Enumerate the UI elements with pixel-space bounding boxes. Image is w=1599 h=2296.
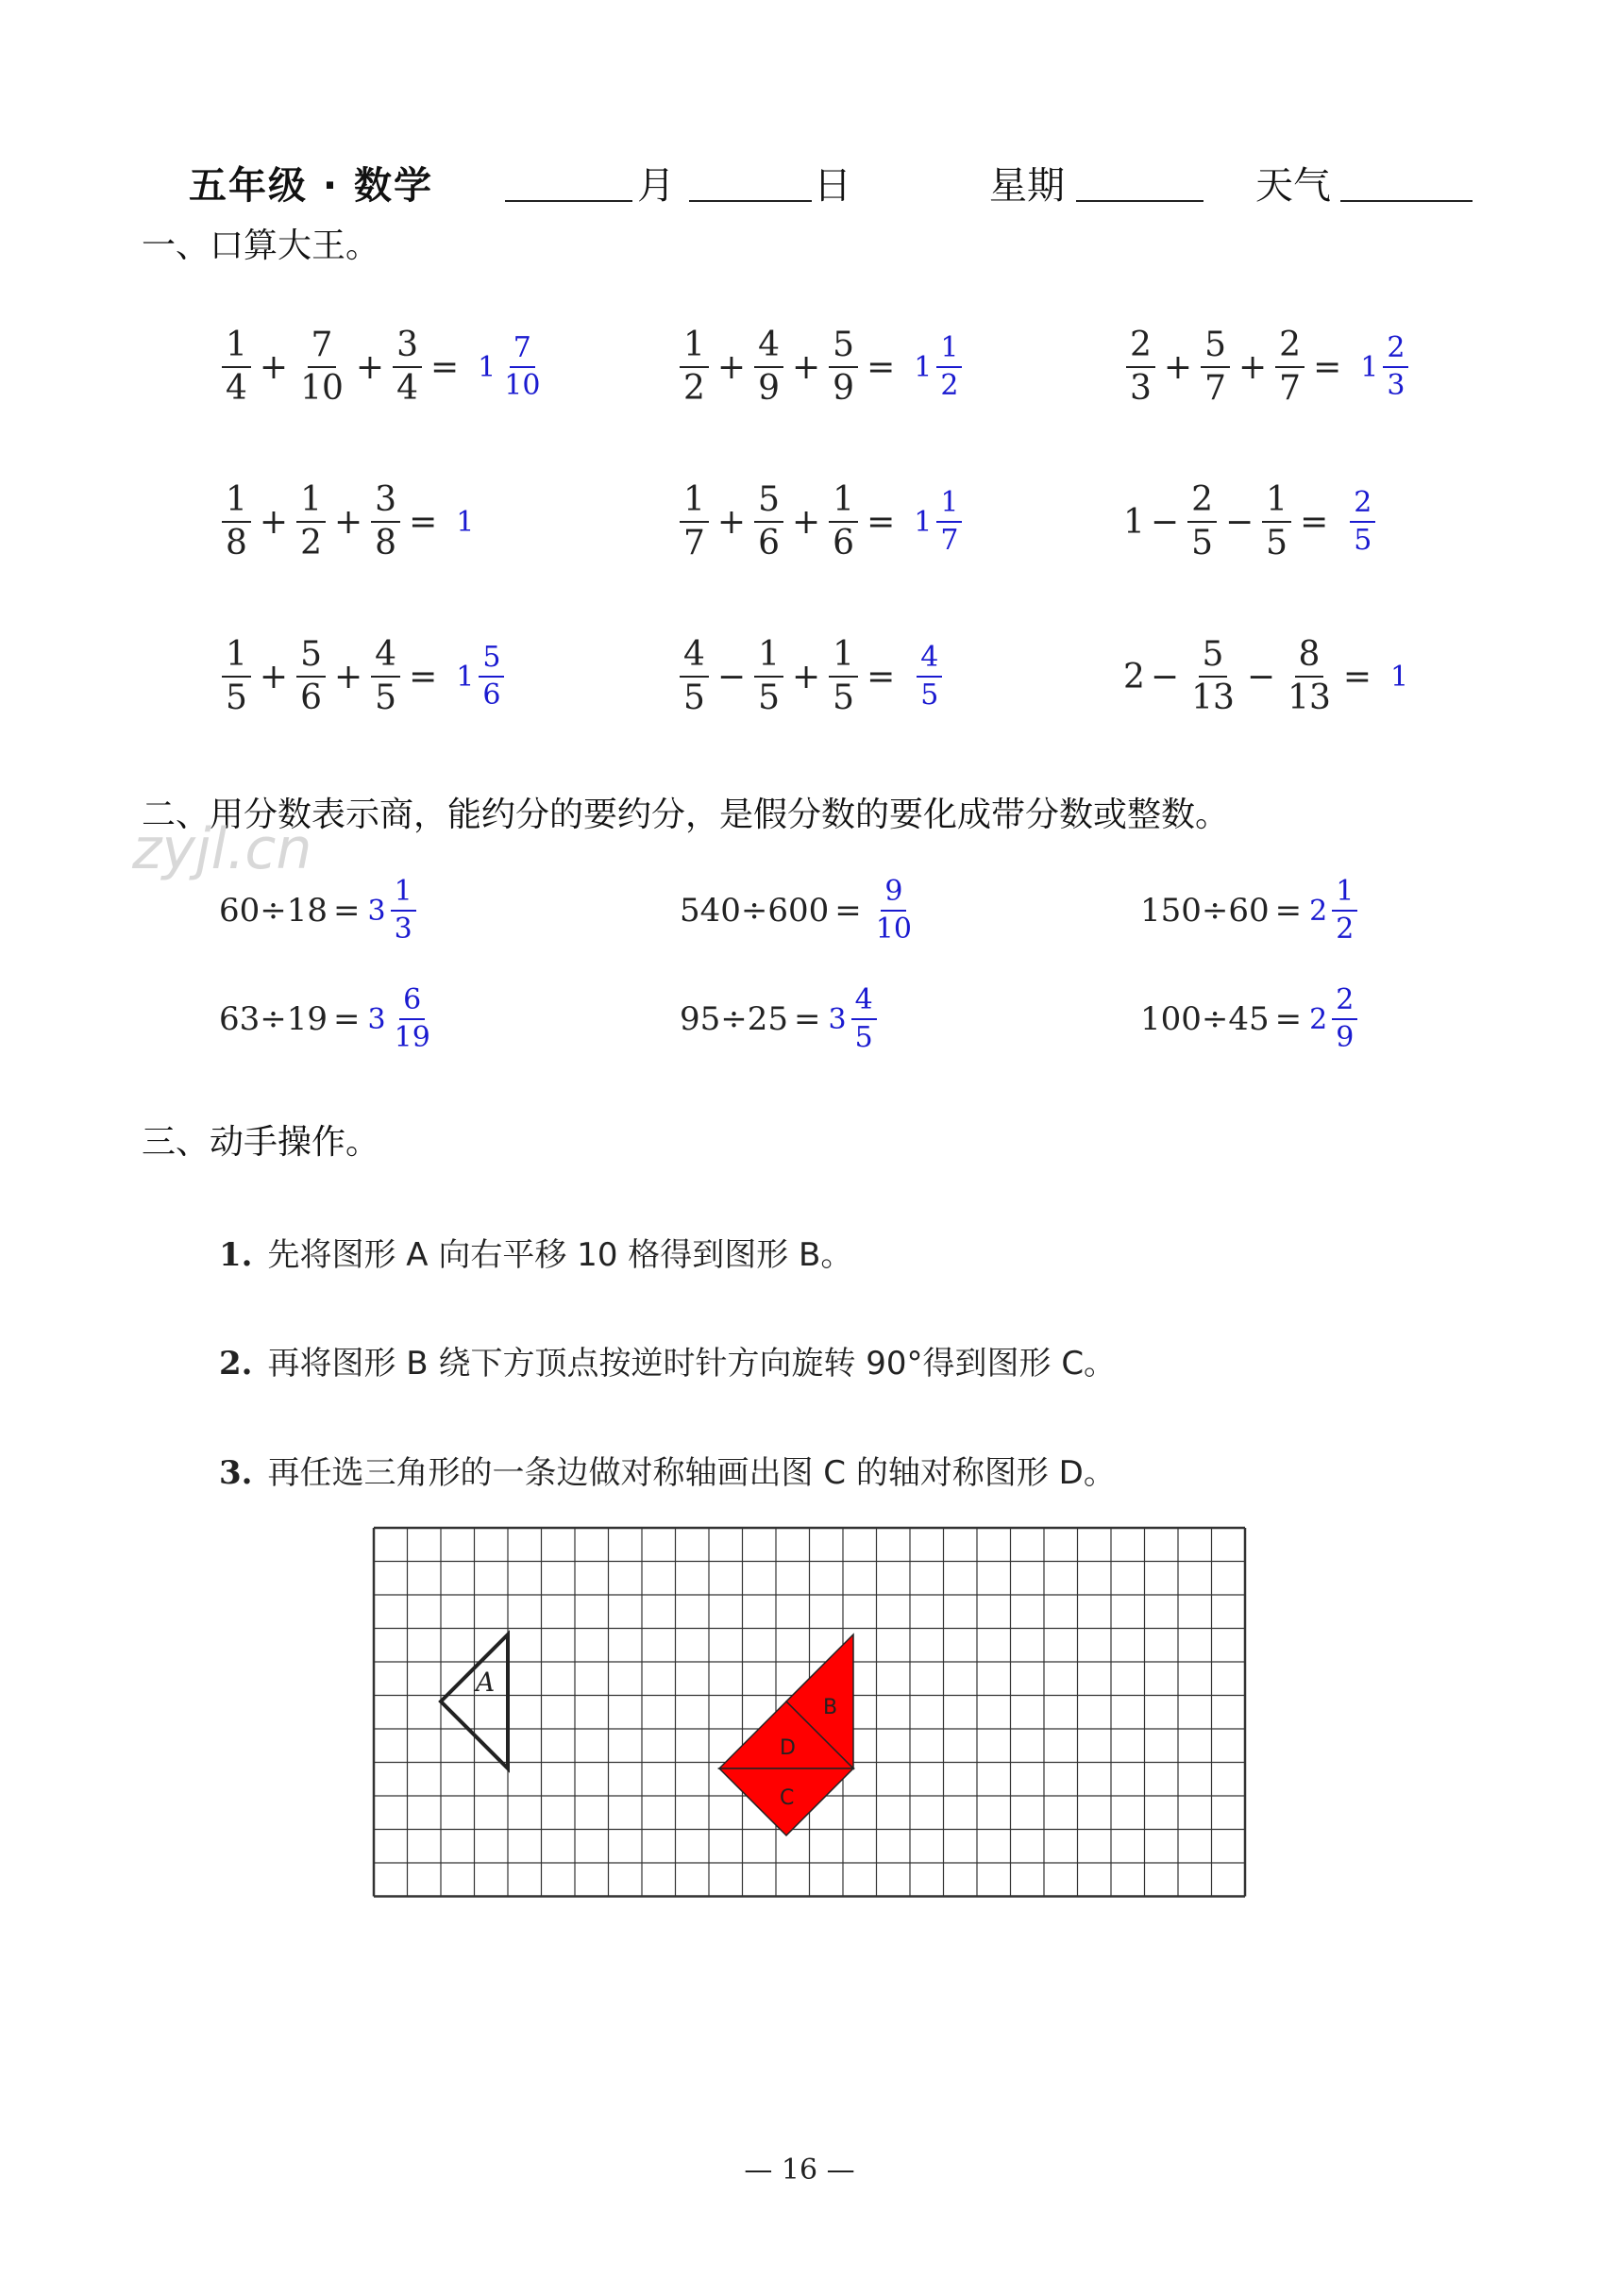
equals-sign: = xyxy=(333,1000,361,1038)
fraction-numerator: 3 xyxy=(393,328,422,368)
fraction-denominator: 4 xyxy=(226,369,247,408)
fraction-numerator: 5 xyxy=(1201,328,1230,368)
answer xyxy=(367,983,437,1054)
operator: + xyxy=(333,502,363,542)
task-2-number: 2. xyxy=(219,1345,253,1383)
fraction-numerator: 7 xyxy=(308,328,337,368)
equals-sign: = xyxy=(409,657,438,696)
answer xyxy=(456,506,476,539)
fraction-denominator: 8 xyxy=(226,524,247,562)
label-c: C xyxy=(780,1786,795,1810)
fraction-denominator: 7 xyxy=(1279,369,1302,408)
answer xyxy=(456,641,507,712)
fraction xyxy=(296,328,347,406)
division-problem-5 xyxy=(680,983,880,1054)
page-number: — 16 — xyxy=(744,2154,855,2187)
mental-problem-5 xyxy=(677,480,965,562)
fraction-denominator: 7 xyxy=(683,524,705,562)
fraction xyxy=(1187,480,1217,562)
worksheet-title: 五年级 · 数学 xyxy=(189,164,434,208)
fraction xyxy=(680,480,709,562)
answer-fraction-numerator: 5 xyxy=(479,644,504,678)
division-expression: 100÷45 xyxy=(1140,1000,1270,1038)
answer-fraction-denominator: 10 xyxy=(875,913,912,946)
fraction-denominator: 13 xyxy=(1191,679,1235,717)
fraction xyxy=(754,480,783,562)
fraction-denominator: 9 xyxy=(758,369,780,408)
operator: + xyxy=(1163,347,1193,387)
division-expression: 63÷19 xyxy=(219,1000,328,1038)
answer-fraction xyxy=(479,641,504,712)
answer-fraction xyxy=(1332,983,1357,1054)
fraction-denominator: 8 xyxy=(375,524,397,562)
task-2 xyxy=(219,1337,1116,1383)
weekday-label: 星期 xyxy=(989,164,1065,208)
equals-sign: = xyxy=(867,347,896,387)
equals-sign: = xyxy=(1300,502,1329,542)
fraction-denominator: 2 xyxy=(683,369,705,408)
answer-fraction-denominator: 7 xyxy=(940,524,959,557)
answer-whole: 1 xyxy=(456,660,475,694)
mental-problem-9 xyxy=(1123,635,1410,717)
weather-label: 天气 xyxy=(1255,164,1331,208)
fraction-numerator: 1 xyxy=(680,328,709,368)
answer-fraction-denominator: 2 xyxy=(940,369,959,402)
fraction-denominator: 3 xyxy=(1130,369,1152,408)
operator: + xyxy=(791,657,821,696)
answer-whole: 1 xyxy=(456,505,475,539)
fraction-denominator: 5 xyxy=(1266,524,1288,562)
answer-fraction xyxy=(391,875,416,946)
fraction-numerator: 5 xyxy=(296,638,326,678)
answer-fraction-numerator: 1 xyxy=(1332,878,1357,912)
fraction-numerator: 8 xyxy=(1295,638,1324,678)
fraction xyxy=(754,635,783,717)
label-a: A xyxy=(476,1667,496,1698)
task-3-number: 3. xyxy=(219,1454,253,1492)
answer-fraction-numerator: 2 xyxy=(1350,489,1375,523)
answer xyxy=(1309,875,1360,946)
fraction-denominator: 5 xyxy=(375,679,397,717)
fraction-numerator: 4 xyxy=(371,638,400,678)
task-1 xyxy=(219,1229,852,1275)
answer-fraction-numerator: 1 xyxy=(936,334,962,368)
answer xyxy=(478,331,547,402)
answer-fraction xyxy=(1383,331,1408,402)
task-1-number: 1. xyxy=(219,1236,253,1274)
answer-fraction xyxy=(872,875,916,946)
equals-sign: = xyxy=(409,502,438,542)
answer-whole: 1 xyxy=(1360,350,1379,384)
division-problem-4 xyxy=(219,983,437,1054)
fraction xyxy=(371,635,400,717)
answer-whole: 2 xyxy=(1309,894,1328,928)
operator: + xyxy=(259,502,289,542)
equals-sign: = xyxy=(333,892,361,930)
operator: + xyxy=(259,657,289,696)
fraction-numerator: 2 xyxy=(1275,328,1304,368)
day-label: 日 xyxy=(814,164,851,208)
answer-fraction-denominator: 19 xyxy=(394,1021,430,1054)
fraction-denominator: 6 xyxy=(758,524,780,562)
fraction-numerator: 1 xyxy=(680,483,709,523)
answer-fraction-denominator: 3 xyxy=(394,913,412,946)
label-b: B xyxy=(823,1696,838,1719)
equals-sign: = xyxy=(1313,347,1342,387)
fraction-numerator: 1 xyxy=(1262,483,1291,523)
answer-fraction-numerator: 6 xyxy=(399,986,425,1020)
division-expression: 540÷600 xyxy=(680,892,830,930)
fraction xyxy=(1187,635,1238,717)
answer-fraction-numerator: 1 xyxy=(391,878,416,912)
mental-problem-8 xyxy=(677,635,945,717)
answer-fraction-numerator: 7 xyxy=(510,334,535,368)
fraction xyxy=(829,635,858,717)
operator: + xyxy=(791,502,821,542)
task-2-text: 再将图形 B 绕下方顶点按逆时针方向旋转 90°得到图形 C。 xyxy=(267,1345,1117,1383)
operator: + xyxy=(333,657,363,696)
equals-sign: = xyxy=(794,1000,821,1038)
answer-fraction xyxy=(936,331,962,402)
fraction xyxy=(1201,328,1230,406)
fraction-numerator: 4 xyxy=(680,638,709,678)
division-problem-2 xyxy=(680,875,918,946)
section3-title: 三、动手操作。 xyxy=(142,1123,380,1162)
operator: + xyxy=(355,347,385,387)
operator: − xyxy=(716,657,747,696)
fraction xyxy=(1284,635,1335,717)
fraction-denominator: 7 xyxy=(1204,369,1226,408)
answer xyxy=(367,875,419,946)
operator: − xyxy=(1224,502,1254,542)
answer-fraction-numerator: 4 xyxy=(851,986,877,1020)
answer-fraction-denominator: 2 xyxy=(1336,913,1355,946)
fraction-numerator: 5 xyxy=(829,328,858,368)
answer-fraction xyxy=(391,983,434,1054)
fraction xyxy=(1262,480,1291,562)
task-3 xyxy=(219,1447,1116,1493)
division-expression: 60÷18 xyxy=(219,892,328,930)
month-blank[interactable] xyxy=(505,200,632,202)
answer xyxy=(869,875,918,946)
fraction-numerator: 1 xyxy=(222,328,251,368)
fraction-denominator: 2 xyxy=(300,524,322,562)
weekday-blank[interactable] xyxy=(1076,200,1203,202)
answer-fraction-denominator: 3 xyxy=(1387,369,1405,402)
answer-fraction xyxy=(1350,486,1375,557)
fraction-denominator: 4 xyxy=(396,369,418,408)
answer-fraction-denominator: 6 xyxy=(482,679,501,712)
answer xyxy=(914,486,965,557)
operator: + xyxy=(791,347,821,387)
fraction-numerator: 1 xyxy=(754,638,783,678)
fraction xyxy=(829,328,858,406)
equals-sign: = xyxy=(1342,657,1372,696)
fraction-numerator: 5 xyxy=(754,483,783,523)
answer xyxy=(914,331,965,402)
fraction-denominator: 5 xyxy=(683,679,705,717)
square-grid[interactable] xyxy=(370,1524,1267,1920)
answer xyxy=(1390,661,1410,694)
section2-title: 二、用分数表示商，能约分的要约分，是假分数的要化成带分数或整数。 xyxy=(142,796,1230,834)
answer-fraction-denominator: 5 xyxy=(1354,524,1372,557)
fraction-numerator: 1 xyxy=(222,483,251,523)
answer-fraction xyxy=(917,641,942,712)
fraction-denominator: 6 xyxy=(833,524,855,562)
division-expression: 95÷25 xyxy=(680,1000,789,1038)
answer-whole: 1 xyxy=(1390,660,1409,694)
label-d: D xyxy=(780,1736,796,1760)
task-1-text: 先将图形 A 向右平移 10 格得到图形 B。 xyxy=(267,1236,853,1274)
answer-fraction-numerator: 1 xyxy=(936,489,962,523)
mental-problem-7 xyxy=(219,635,507,717)
answer-fraction-numerator: 2 xyxy=(1332,986,1357,1020)
answer-fraction-denominator: 5 xyxy=(854,1021,873,1054)
answer xyxy=(1360,331,1411,402)
equals-sign: = xyxy=(1274,1000,1303,1038)
answer-fraction xyxy=(851,983,877,1054)
fraction-numerator: 2 xyxy=(1126,328,1155,368)
integer: 1 xyxy=(1123,502,1145,542)
fraction-denominator: 5 xyxy=(1191,524,1213,562)
mental-problem-4 xyxy=(219,480,476,562)
fraction-denominator: 6 xyxy=(300,679,322,717)
answer-fraction xyxy=(936,486,962,557)
fraction xyxy=(829,480,858,562)
answer-whole: 2 xyxy=(1309,1002,1328,1036)
answer-fraction-denominator: 9 xyxy=(1336,1021,1355,1054)
answer-fraction-numerator: 2 xyxy=(1383,334,1408,368)
fraction xyxy=(371,480,400,562)
answer-whole: 3 xyxy=(828,1002,847,1036)
answer xyxy=(1347,486,1378,557)
operator: − xyxy=(1150,657,1180,696)
answer-whole: 3 xyxy=(367,1002,386,1036)
answer-whole: 3 xyxy=(367,894,386,928)
equals-sign: = xyxy=(867,657,896,696)
fraction-numerator: 2 xyxy=(1187,483,1217,523)
operator: + xyxy=(1237,347,1268,387)
equals-sign: = xyxy=(429,347,460,387)
answer-whole: 1 xyxy=(914,505,933,539)
fraction-denominator: 5 xyxy=(226,679,247,717)
equals-sign: = xyxy=(834,892,862,930)
answer-fraction-numerator: 4 xyxy=(917,644,942,678)
fraction-numerator: 1 xyxy=(829,483,858,523)
fraction-numerator: 5 xyxy=(1199,638,1228,678)
equals-sign: = xyxy=(1274,892,1303,930)
operator: − xyxy=(1150,502,1180,542)
fraction xyxy=(296,635,326,717)
answer xyxy=(1309,983,1360,1054)
division-problem-1 xyxy=(219,875,419,946)
fraction xyxy=(1126,328,1155,406)
operator: + xyxy=(259,347,289,387)
fraction-denominator: 10 xyxy=(300,369,344,408)
fraction-numerator: 1 xyxy=(829,638,858,678)
fraction-numerator: 1 xyxy=(222,638,251,678)
fraction-denominator: 9 xyxy=(833,369,855,408)
mental-problem-3 xyxy=(1123,328,1411,406)
answer-whole: 1 xyxy=(478,350,497,384)
mental-problem-1 xyxy=(219,328,547,406)
mental-problem-6 xyxy=(1123,480,1378,562)
fraction xyxy=(393,328,422,406)
answer-fraction-numerator: 9 xyxy=(881,878,906,912)
answer-whole: 1 xyxy=(914,350,933,384)
task-3-text: 再任选三角形的一条边做对称轴画出图 C 的轴对称图形 D。 xyxy=(267,1454,1116,1492)
fraction-denominator: 5 xyxy=(833,679,855,717)
fraction xyxy=(754,328,783,406)
integer: 2 xyxy=(1123,657,1145,696)
section1-title: 一、口算大王。 xyxy=(142,226,380,265)
answer-fraction xyxy=(500,331,544,402)
fraction-denominator: 13 xyxy=(1288,679,1331,717)
fraction-numerator: 3 xyxy=(371,483,400,523)
answer xyxy=(828,983,880,1054)
fraction xyxy=(680,328,709,406)
day-blank[interactable] xyxy=(689,200,812,202)
fraction xyxy=(680,635,709,717)
operator: + xyxy=(716,347,747,387)
mental-problem-2 xyxy=(677,328,965,406)
fraction xyxy=(222,635,251,717)
equals-sign: = xyxy=(867,502,896,542)
fraction xyxy=(296,480,326,562)
answer-fraction-denominator: 10 xyxy=(504,369,541,402)
division-problem-6 xyxy=(1140,983,1360,1054)
fraction xyxy=(222,328,251,406)
answer-fraction-denominator: 5 xyxy=(920,679,939,712)
fraction xyxy=(222,480,251,562)
answer-fraction xyxy=(1332,875,1357,946)
division-expression: 150÷60 xyxy=(1140,892,1270,930)
fraction-numerator: 1 xyxy=(296,483,326,523)
weather-blank[interactable] xyxy=(1340,200,1473,202)
fraction xyxy=(1275,328,1304,406)
answer xyxy=(914,641,945,712)
month-label: 月 xyxy=(637,164,675,208)
operator: − xyxy=(1246,657,1276,696)
fraction-denominator: 5 xyxy=(758,679,780,717)
operator: + xyxy=(716,502,747,542)
fraction-numerator: 4 xyxy=(754,328,783,368)
division-problem-3 xyxy=(1140,875,1360,946)
watermark: zyjl.cn xyxy=(132,816,312,882)
